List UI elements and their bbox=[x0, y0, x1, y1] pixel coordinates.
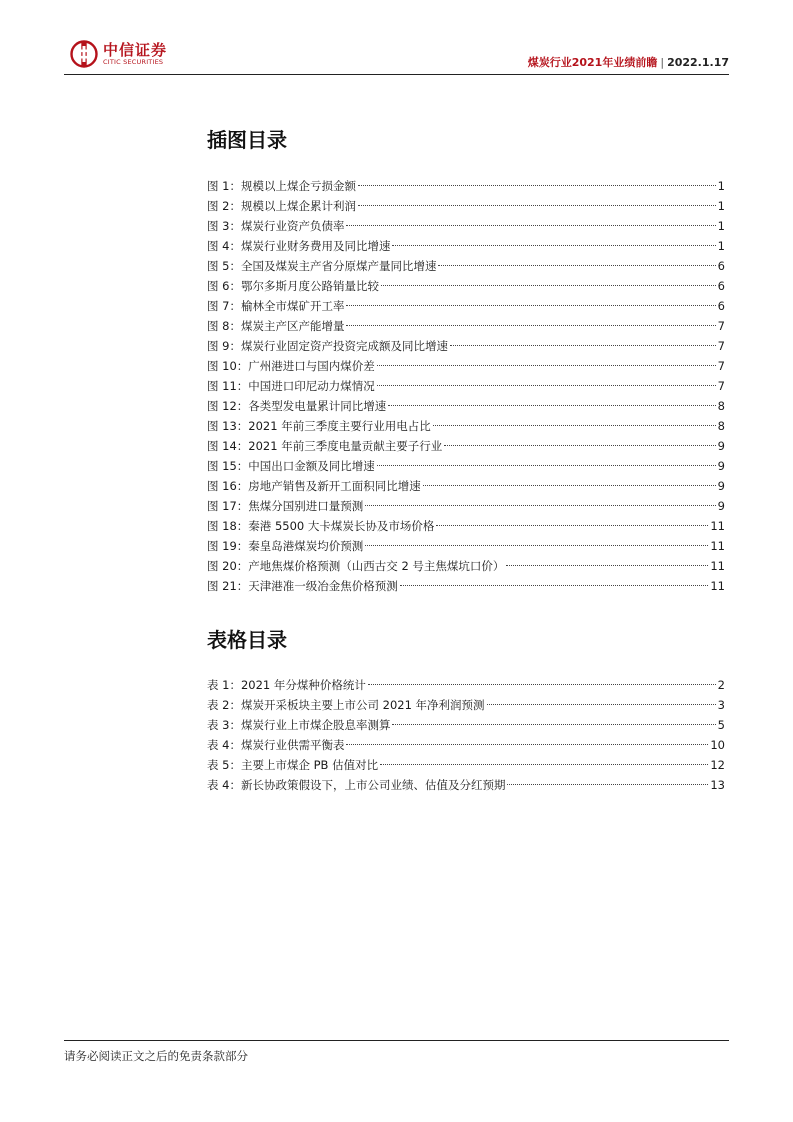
figure-toc-label: 图 19：秦皇岛港煤炭均价预测 bbox=[207, 539, 364, 553]
figure-toc-entry[interactable] bbox=[207, 176, 725, 196]
figure-toc-entry[interactable] bbox=[207, 456, 725, 476]
table-toc-entry[interactable] bbox=[207, 675, 725, 695]
figure-toc-label: 图 1：规模以上煤企亏损金额 bbox=[207, 179, 356, 193]
logo-english-name: CITIC SECURITIES bbox=[103, 57, 164, 66]
footer-divider bbox=[64, 1040, 729, 1041]
logo-chinese-name: 中信证券 bbox=[103, 40, 168, 59]
report-title: 煤炭行业2021年业绩前瞻 bbox=[527, 56, 658, 69]
table-toc-entry[interactable] bbox=[207, 735, 725, 755]
table-toc-entry[interactable] bbox=[207, 775, 725, 795]
figure-toc-page-number: 11 bbox=[710, 519, 725, 533]
figure-toc-page-number: 7 bbox=[717, 339, 725, 353]
figure-toc-entry[interactable] bbox=[207, 276, 725, 296]
figure-toc-entry[interactable] bbox=[207, 196, 725, 216]
toc-dot-leader bbox=[450, 345, 716, 346]
figure-toc-label: 图 11：中国进口印尼动力煤情况 bbox=[207, 379, 375, 393]
figure-toc-label: 图 12：各类型发电量累计同比增速 bbox=[207, 399, 387, 413]
figure-toc-label: 图 18：秦港 5500 大卡煤炭长协及市场价格 bbox=[207, 519, 435, 533]
toc-dot-leader bbox=[346, 325, 715, 326]
table-toc-entry[interactable] bbox=[207, 755, 725, 775]
figure-toc-page-number: 6 bbox=[717, 299, 725, 313]
citic-logo-icon bbox=[70, 40, 98, 68]
toc-dot-leader bbox=[423, 485, 716, 486]
report-date: 2022.1.17 bbox=[667, 56, 729, 69]
toc-dot-leader bbox=[400, 585, 709, 586]
figure-toc-page-number: 1 bbox=[717, 239, 725, 253]
figure-toc-entry[interactable] bbox=[207, 236, 725, 256]
figures-toc-list bbox=[207, 176, 725, 596]
table-toc-entry[interactable] bbox=[207, 715, 725, 735]
figure-toc-label: 图 4：煤炭行业财务费用及同比增速 bbox=[207, 239, 391, 253]
figure-toc-label: 图 8：煤炭主产区产能增量 bbox=[207, 319, 345, 333]
table-toc-label: 表 4：煤炭行业供需平衡表 bbox=[207, 738, 345, 752]
toc-dot-leader bbox=[346, 225, 715, 226]
figure-toc-entry[interactable] bbox=[207, 516, 725, 536]
toc-dot-leader bbox=[388, 405, 715, 406]
toc-dot-leader bbox=[377, 385, 716, 386]
page-header bbox=[64, 38, 729, 78]
tables-toc-list bbox=[207, 675, 725, 795]
toc-dot-leader bbox=[358, 185, 716, 186]
figure-toc-entry[interactable] bbox=[207, 336, 725, 356]
header-report-info bbox=[528, 54, 729, 70]
figure-toc-label: 图 15：中国出口金额及同比增速 bbox=[207, 459, 375, 473]
figure-toc-page-number: 8 bbox=[717, 419, 725, 433]
figures-heading: 插图目录 bbox=[207, 128, 287, 152]
figure-toc-page-number: 9 bbox=[717, 439, 725, 453]
table-toc-label: 表 3：煤炭行业上市煤企股息率测算 bbox=[207, 718, 391, 732]
header-divider bbox=[64, 74, 729, 75]
figure-toc-page-number: 1 bbox=[717, 199, 725, 213]
tables-heading: 表格目录 bbox=[207, 628, 287, 652]
toc-dot-leader bbox=[368, 684, 716, 685]
table-toc-page-number: 2 bbox=[717, 678, 725, 692]
figure-toc-page-number: 7 bbox=[717, 359, 725, 373]
header-separator: | bbox=[660, 56, 665, 69]
figure-toc-page-number: 11 bbox=[710, 559, 725, 573]
figure-toc-page-number: 11 bbox=[710, 539, 725, 553]
footer-disclaimer: 请务必阅读正文之后的免责条款部分 bbox=[64, 1049, 248, 1063]
toc-dot-leader bbox=[436, 525, 708, 526]
figure-toc-label: 图 5：全国及煤炭主产省分原煤产量同比增速 bbox=[207, 259, 437, 273]
table-toc-page-number: 3 bbox=[717, 698, 725, 712]
figure-toc-label: 图 13：2021 年前三季度主要行业用电占比 bbox=[207, 419, 431, 433]
figure-toc-label: 图 14：2021 年前三季度电量贡献主要子行业 bbox=[207, 439, 443, 453]
toc-dot-leader bbox=[346, 305, 715, 306]
figure-toc-entry[interactable] bbox=[207, 416, 725, 436]
figure-toc-label: 图 9：煤炭行业固定资产投资完成额及同比增速 bbox=[207, 339, 448, 353]
table-toc-label: 表 4：新长协政策假设下，上市公司业绩、估值及分红预期 bbox=[207, 778, 506, 792]
figure-toc-page-number: 6 bbox=[717, 259, 725, 273]
figure-toc-entry[interactable] bbox=[207, 496, 725, 516]
toc-dot-leader bbox=[392, 245, 715, 246]
figure-toc-entry[interactable] bbox=[207, 396, 725, 416]
figure-toc-page-number: 1 bbox=[717, 219, 725, 233]
figure-toc-label: 图 6：鄂尔多斯月度公路销量比较 bbox=[207, 279, 379, 293]
toc-dot-leader bbox=[433, 425, 716, 426]
table-toc-page-number: 5 bbox=[717, 718, 725, 732]
figure-toc-entry[interactable] bbox=[207, 556, 725, 576]
toc-dot-leader bbox=[444, 445, 715, 446]
figure-toc-label: 图 2：规模以上煤企累计利润 bbox=[207, 199, 356, 213]
table-toc-page-number: 12 bbox=[710, 758, 725, 772]
table-toc-label: 表 2：煤炭开采板块主要上市公司 2021 年净利润预测 bbox=[207, 698, 485, 712]
toc-dot-leader bbox=[365, 545, 708, 546]
figure-toc-entry[interactable] bbox=[207, 316, 725, 336]
figure-toc-page-number: 8 bbox=[717, 399, 725, 413]
toc-dot-leader bbox=[506, 565, 708, 566]
figure-toc-entry[interactable] bbox=[207, 436, 725, 456]
toc-dot-leader bbox=[377, 365, 716, 366]
toc-dot-leader bbox=[365, 505, 715, 506]
table-toc-label: 表 5：主要上市煤企 PB 估值对比 bbox=[207, 758, 379, 772]
toc-dot-leader bbox=[487, 704, 716, 705]
figure-toc-entry[interactable] bbox=[207, 536, 725, 556]
figure-toc-page-number: 9 bbox=[717, 479, 725, 493]
figure-toc-entry[interactable] bbox=[207, 356, 725, 376]
figure-toc-entry[interactable] bbox=[207, 376, 725, 396]
figure-toc-page-number: 9 bbox=[717, 459, 725, 473]
figure-toc-entry[interactable] bbox=[207, 216, 725, 236]
table-toc-entry[interactable] bbox=[207, 695, 725, 715]
toc-dot-leader bbox=[380, 764, 708, 765]
figure-toc-entry[interactable] bbox=[207, 296, 725, 316]
figure-toc-page-number: 11 bbox=[710, 579, 725, 593]
figure-toc-entry[interactable] bbox=[207, 476, 725, 496]
table-toc-label: 表 1：2021 年分煤种价格统计 bbox=[207, 678, 366, 692]
figure-toc-label: 图 17：焦煤分国别进口量预测 bbox=[207, 499, 364, 513]
table-toc-page-number: 13 bbox=[710, 778, 725, 792]
toc-dot-leader bbox=[392, 724, 715, 725]
figure-toc-label: 图 21：天津港准一级冶金焦价格预测 bbox=[207, 579, 398, 593]
figure-toc-entry[interactable] bbox=[207, 256, 725, 276]
figure-toc-page-number: 7 bbox=[717, 319, 725, 333]
figure-toc-page-number: 6 bbox=[717, 279, 725, 293]
figure-toc-label: 图 10：广州港进口与国内煤价差 bbox=[207, 359, 375, 373]
figure-toc-page-number: 1 bbox=[717, 179, 725, 193]
figure-toc-page-number: 7 bbox=[717, 379, 725, 393]
figure-toc-label: 图 16：房地产销售及新开工面积同比增速 bbox=[207, 479, 421, 493]
figure-toc-entry[interactable] bbox=[207, 576, 725, 596]
toc-dot-leader bbox=[377, 465, 716, 466]
toc-dot-leader bbox=[507, 784, 708, 785]
figure-toc-label: 图 7：榆林全市煤矿开工率 bbox=[207, 299, 345, 313]
toc-dot-leader bbox=[346, 744, 708, 745]
figure-toc-label: 图 20：产地焦煤价格预测（山西古交 2 号主焦煤坑口价） bbox=[207, 559, 505, 573]
toc-dot-leader bbox=[358, 205, 716, 206]
figure-toc-page-number: 9 bbox=[717, 499, 725, 513]
toc-dot-leader bbox=[381, 285, 716, 286]
figure-toc-label: 图 3：煤炭行业资产负债率 bbox=[207, 219, 345, 233]
table-toc-page-number: 10 bbox=[710, 738, 725, 752]
toc-dot-leader bbox=[438, 265, 715, 266]
citic-logo bbox=[70, 40, 167, 68]
